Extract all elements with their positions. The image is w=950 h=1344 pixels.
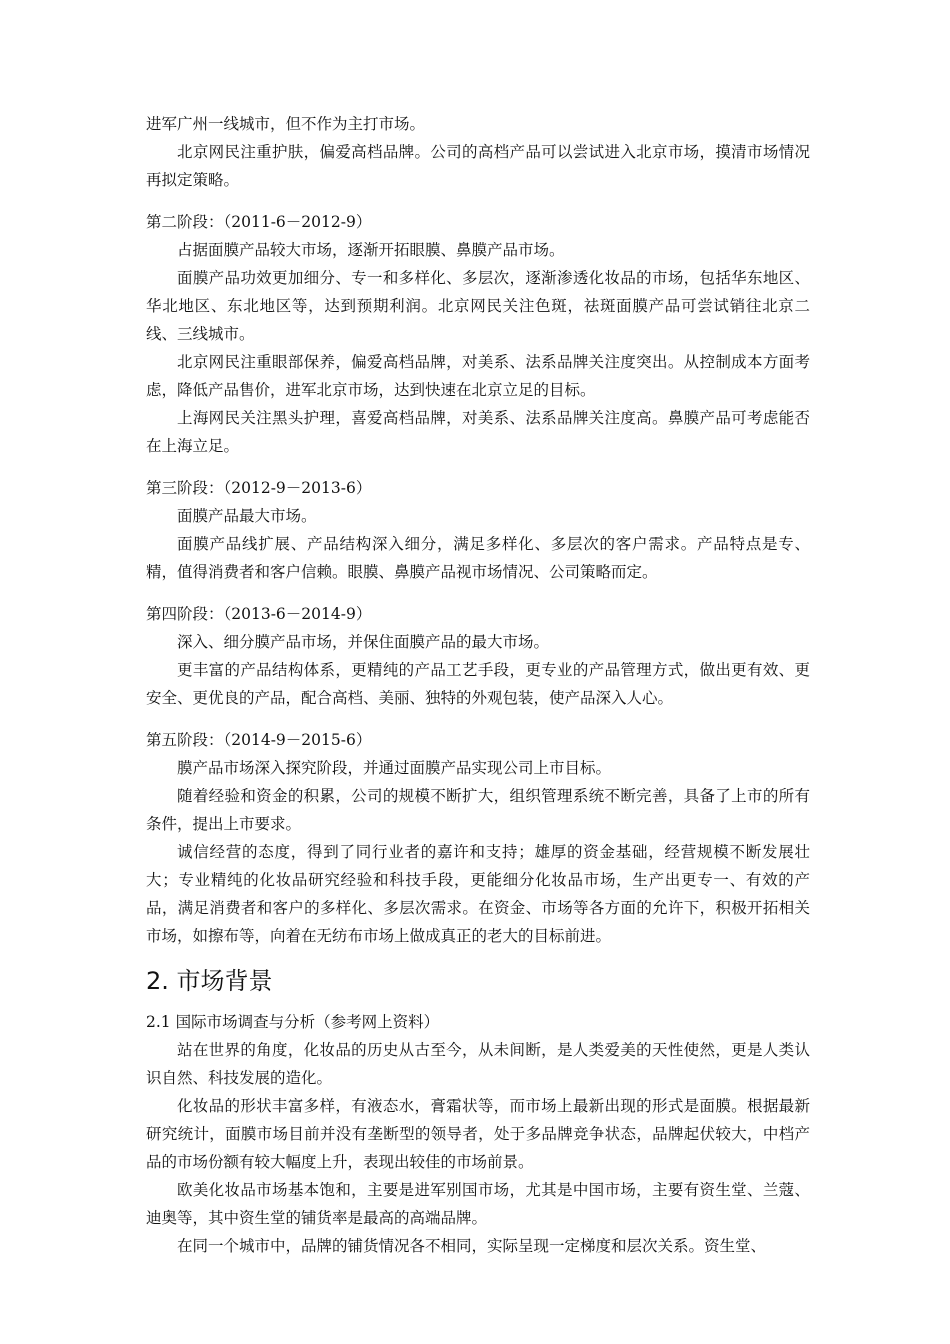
paragraph: 站在世界的角度，化妆品的历史从古至今，从未间断，是人类爱美的天性使然，更是人类认识自然、科技发展的造化。	[146, 1041, 810, 1087]
paragraph: 北京网民注重眼部保养，偏爱高档品牌，对美系、法系品牌关注度突出。从控制成本方面考虑，降低产品售价，进军北京市场，达到快速在北京立足的目标。	[146, 353, 810, 399]
paragraph: 欧美化妆品市场基本饱和，主要是进军别国市场，尤其是中国市场，主要有资生堂、兰蔻、迪奥等，其中资生堂的铺货率是最高的高端品牌。	[146, 1181, 810, 1227]
paragraph: 随着经验和资金的积累，公司的规模不断扩大，组织管理系统不断完善，具备了上市的所有条件，提出上市要求。	[146, 787, 810, 833]
section-heading: 2. 市场背景	[146, 967, 273, 995]
paragraph: 在同一个城市中，品牌的铺货情况各不相同，实际呈现一定梯度和层次关系。资生堂、	[177, 1237, 767, 1255]
paragraph: 占据面膜产品较大市场，逐渐开拓眼膜、鼻膜产品市场。	[177, 241, 565, 259]
paragraph: 面膜产品功效更加细分、专一和多样化、多层次，逐渐渗透化妆品的市场，包括华东地区、华北地区、东北地区等，达到预期利润。北京网民关注色斑，祛斑面膜产品可尝试销往北京二线、三线城市。	[146, 269, 810, 343]
paragraph: 面膜产品最大市场。	[177, 507, 317, 525]
paragraph: 更丰富的产品结构体系，更精纯的产品工艺手段，更专业的产品管理方式，做出更有效、更安全、更优良的产品，配合高档、美丽、独特的外观包装，使产品深入人心。	[146, 661, 810, 707]
paragraph: 深入、细分膜产品市场，并保住面膜产品的最大市场。	[177, 633, 550, 651]
document-page	[146, 110, 810, 1260]
paragraph: 北京网民注重护肤，偏爱高档品牌。公司的高档产品可以尝试进入北京市场，摸清市场情况再拟定策略。	[146, 143, 810, 189]
paragraph: 进军广州一线城市，但不作为主打市场。	[146, 115, 426, 133]
stage-4-title: 第四阶段：（2013-6－2014-9）	[146, 605, 372, 623]
paragraph: 诚信经营的态度，得到了同行业者的嘉许和支持；雄厚的资金基础，经营规模不断发展壮大；专业精纯的化妆品研究经验和科技手段，更能细分化妆品市场，生产出更专一、有效的产品，满足消费者和客户的多样化、多层次需求。在资金、市场等各方面的允许下，积极开拓相关市场，如擦布等，向着在无纺布市场上做成真正的老大的目标前进。	[146, 843, 810, 945]
paragraph: 化妆品的形状丰富多样，有液态水，膏霜状等，而市场上最新出现的形式是面膜。根据最新研究统计，面膜市场目前并没有垄断型的领导者，处于多品牌竞争状态，品牌起伏较大，中档产品的市场份额有较大幅度上升，表现出较佳的市场前景。	[146, 1097, 810, 1171]
stage-3-title: 第三阶段：（2012-9－2013-6）	[146, 479, 372, 497]
stage-2-title: 第二阶段：（2011-6－2012-9）	[146, 213, 372, 231]
subsection-heading: 2.1 国际市场调查与分析（参考网上资料）	[146, 1013, 440, 1031]
paragraph: 膜产品市场深入探究阶段，并通过面膜产品实现公司上市目标。	[177, 759, 612, 777]
paragraph: 上海网民关注黑头护理，喜爱高档品牌，对美系、法系品牌关注度高。鼻膜产品可考虑能否在上海立足。	[146, 409, 810, 455]
paragraph: 面膜产品线扩展、产品结构深入细分，满足多样化、多层次的客户需求。产品特点是专、精，值得消费者和客户信赖。眼膜、鼻膜产品视市场情况、公司策略而定。	[146, 535, 810, 581]
stage-5-title: 第五阶段：（2014-9－2015-6）	[146, 731, 372, 749]
